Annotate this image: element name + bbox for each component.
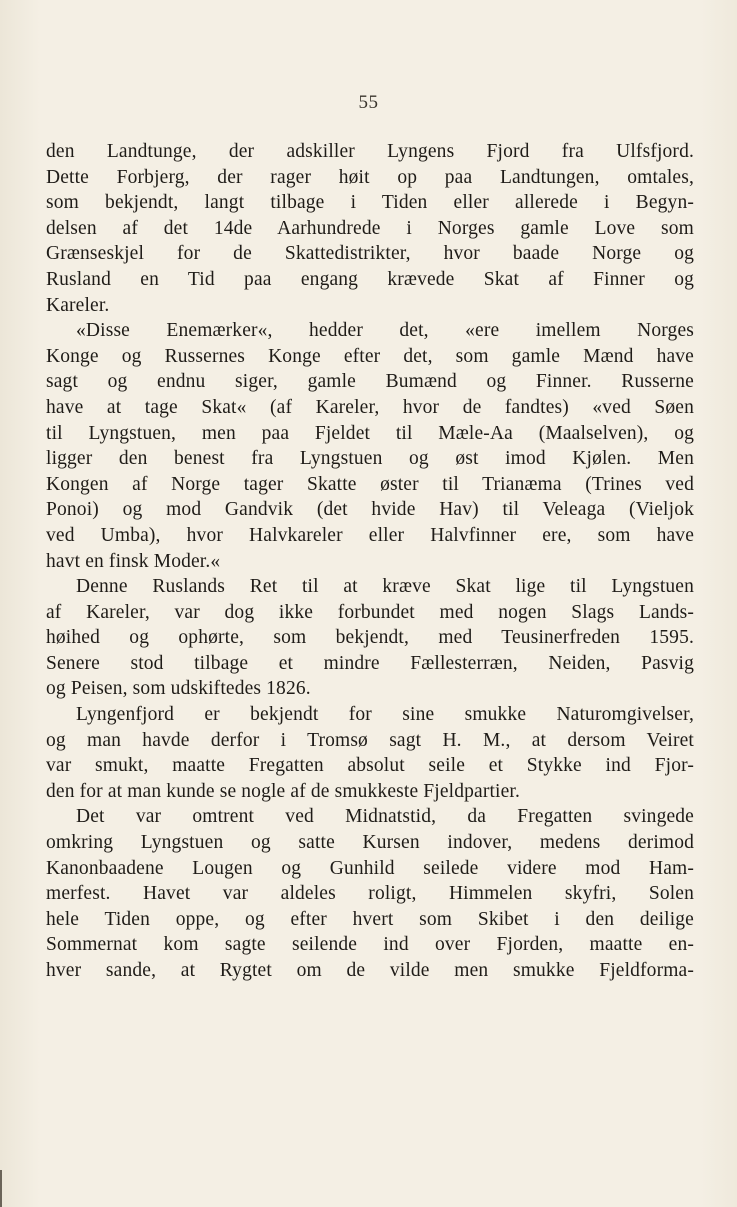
text-line: Grænseskjel for de Skattedistrikter, hvor baade Norge og <box>46 243 694 265</box>
text-line: og man havde derfor i Tromsø sagt H. M., at dersom Veiret <box>46 729 694 751</box>
body-text <box>46 139 694 984</box>
text-line: Rusland en Tid paa engang krævede Skat af Finner og <box>46 268 694 290</box>
page-edge-mark <box>0 1170 2 1207</box>
text-line: som bekjendt, langt tilbage i Tiden eller allerede i Begyn- <box>46 192 694 214</box>
text-line: Kongen af Norge tager Skatte øster til Trianæma (Trines ved <box>46 473 694 495</box>
text-line: merfest. Havet var aldeles roligt, Himmelen skyfri, Solen <box>46 883 694 905</box>
text-line: Senere stod tilbage et mindre Fællesterræn, Neiden, Pasvig <box>46 652 694 674</box>
text-line: hele Tiden oppe, og efter hvert som Skibet i den deilige <box>46 908 694 930</box>
text-line: Lyngenfjord er bekjendt for sine smukke Naturomgivelser, <box>76 704 694 726</box>
text-line: af Kareler, var dog ikke forbundet med nogen Slags Lands- <box>46 601 694 623</box>
text-line: Dette Forbjerg, der rager høit op paa Landtungen, omtales, <box>46 166 694 188</box>
text-line: hver sande, at Rygtet om de vilde men smukke Fjeldforma- <box>46 960 694 981</box>
text-line: delsen af det 14de Aarhundrede i Norges gamle Love som <box>46 217 694 239</box>
text-line: Kareler. <box>46 294 110 316</box>
text-line: Konge og Russernes Konge efter det, som gamle Mænd have <box>46 345 694 367</box>
text-line: Kanonbaadene Lougen og Gunhild seilede videre mod Ham- <box>46 857 694 879</box>
text-line: den for at man kunde se nogle af de smukkeste Fjeldpartier. <box>46 780 521 802</box>
text-line: ligger den benest fra Lyngstuen og øst imod Kjølen. Men <box>46 448 694 470</box>
text-line: og Peisen, som udskiftedes 1826. <box>46 678 311 700</box>
text-line: Det var omtrent ved Midnatstid, da Fregatten svingede <box>76 806 694 828</box>
text-line: sagt og endnu siger, gamle Bumænd og Finner. Russerne <box>46 371 694 393</box>
text-line: have at tage Skat« (af Kareler, hvor de fandtes) «ved Søen <box>46 396 694 418</box>
text-line: høihed og ophørte, som bekjendt, med Teusinerfreden 1595. <box>46 627 694 649</box>
text-line: Denne Ruslands Ret til at kræve Skat lige til Lyngstuen <box>76 576 694 598</box>
text-line: Ponoi) og mod Gandvik (det hvide Hav) til Veleaga (Vieljok <box>46 499 694 521</box>
text-line: Sommernat kom sagte seilende ind over Fjorden, maatte en- <box>46 934 694 956</box>
text-line: omkring Lyngstuen og satte Kursen indover, medens derimod <box>46 832 694 854</box>
text-line: var smukt, maatte Fregatten absolut seile et Stykke ind Fjor- <box>46 755 694 777</box>
text-line: havt en finsk Moder.« <box>46 550 221 572</box>
text-line: den Landtunge, der adskiller Lyngens Fjord fra Ulfsfjord. <box>46 141 694 162</box>
page-number: 55 <box>358 92 379 113</box>
text-line: ved Umba), hvor Halvkareler eller Halvfinner ere, som have <box>46 524 694 546</box>
text-line: «Disse Enemærker«, hedder det, «ere imellem Norges <box>76 320 694 342</box>
text-line: til Lyngstuen, men paa Fjeldet til Mæle-Aa (Maalselven), og <box>46 422 694 444</box>
